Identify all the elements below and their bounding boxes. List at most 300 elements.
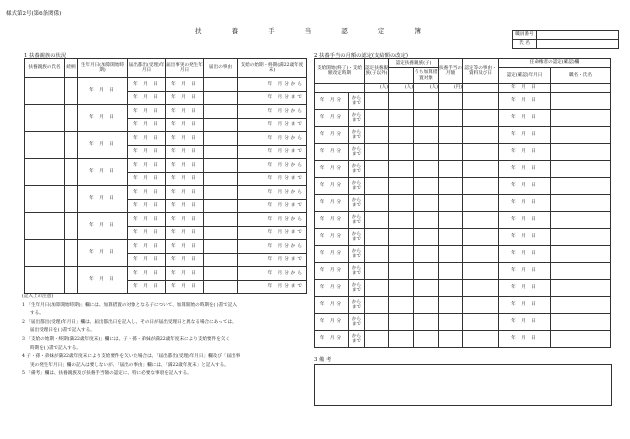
dependent-name-cell[interactable]: [25, 159, 65, 186]
relation-cell[interactable]: [65, 105, 78, 132]
allowance-row: [315, 246, 611, 263]
affirm-cell[interactable]: [463, 314, 499, 331]
from-to-cell: [349, 178, 365, 195]
count-b-sub-cell[interactable]: [414, 93, 439, 110]
filed-date-cell[interactable]: 年 月 日: [128, 91, 166, 105]
amount-cell[interactable]: [439, 331, 463, 348]
from-to-cell: [349, 297, 365, 314]
count-b-sub-cell[interactable]: [414, 127, 439, 144]
from-to-cell: [349, 110, 365, 127]
count-a-cell[interactable]: [365, 314, 389, 331]
period-end-cell[interactable]: 年 月分まで: [238, 280, 307, 294]
month-cell[interactable]: 年 月分: [315, 314, 349, 331]
month-cell[interactable]: 年 月分: [315, 161, 349, 178]
note-line: 4 子・孫・弟妹が満22歳年度末により支給要件を欠いた場合は、「届出都出(受理)年月日」欄及び「届出事: [22, 354, 241, 360]
event-date-cell[interactable]: 年 月 日: [166, 145, 204, 159]
amount-cell[interactable]: [439, 93, 463, 110]
from-to-cell: [349, 246, 365, 263]
from-to-cell: [349, 127, 365, 144]
dependent-name-cell[interactable]: [25, 78, 65, 105]
count-a-cell[interactable]: [365, 127, 389, 144]
event-date-cell[interactable]: 年 月 日: [166, 199, 204, 213]
reason-cell[interactable]: [204, 240, 238, 254]
dependents-table: [24, 58, 307, 294]
amount-cell[interactable]: [439, 246, 463, 263]
dependent-row: [25, 132, 307, 146]
filed-date-cell[interactable]: 年 月 日: [128, 159, 166, 173]
period-start-cell[interactable]: 年 月分から: [238, 105, 307, 119]
month-cell[interactable]: 年 月分: [315, 246, 349, 263]
approve-date-cell[interactable]: 年 月 日: [499, 178, 551, 195]
approve-date-cell[interactable]: 年 月 日: [499, 212, 551, 229]
from-label: から: [351, 317, 362, 322]
allowance-row: [315, 161, 611, 178]
affirm-cell[interactable]: [463, 93, 499, 110]
amount-cell[interactable]: [439, 212, 463, 229]
reason-cell[interactable]: [204, 280, 238, 294]
period-start-cell[interactable]: 年 月分から: [238, 267, 307, 281]
affirm-cell[interactable]: [463, 144, 499, 161]
count-a-cell[interactable]: [365, 161, 389, 178]
filed-date-cell[interactable]: 年 月 日: [128, 172, 166, 186]
header-amount: 扶養手当の月額: [439, 59, 463, 84]
approve-date-cell[interactable]: 年 月 日: [499, 110, 551, 127]
section1-heading: 1 扶養親族の状況: [24, 53, 67, 59]
reason-cell[interactable]: [204, 132, 238, 146]
from-label: から: [351, 181, 362, 186]
seal-cell[interactable]: [551, 127, 611, 144]
count-a-cell[interactable]: [365, 178, 389, 195]
allowance-row: [315, 314, 611, 331]
unit-cell: [551, 84, 611, 93]
event-date-cell[interactable]: 年 月 日: [166, 91, 204, 105]
employee-number-label: 職員番号: [513, 31, 537, 40]
approve-date-cell[interactable]: 年 月 日: [499, 297, 551, 314]
amount-cell[interactable]: [439, 161, 463, 178]
units-row: [315, 84, 611, 93]
amount-cell[interactable]: [439, 178, 463, 195]
count-a-cell[interactable]: [365, 229, 389, 246]
count-b-cell[interactable]: [389, 110, 414, 127]
to-label: まで: [351, 135, 362, 140]
header-period: 支給の始期・終期(満22歳年度末): [238, 59, 307, 78]
amount-cell[interactable]: [439, 144, 463, 161]
dependent-name-cell[interactable]: [25, 240, 65, 267]
note-line: 時期を( )書で記入する。: [30, 345, 81, 351]
count-b-sub-cell[interactable]: [414, 144, 439, 161]
from-label: から: [351, 198, 362, 203]
approve-date-cell[interactable]: 年 月 日: [499, 229, 551, 246]
event-date-cell[interactable]: 年 月 日: [166, 132, 204, 146]
period-end-cell[interactable]: 年 月分まで: [238, 199, 307, 213]
unit-cell: (人): [365, 84, 389, 93]
event-date-cell[interactable]: 年 月 日: [166, 78, 204, 92]
affirm-cell[interactable]: [463, 195, 499, 212]
from-label: から: [351, 300, 362, 305]
to-label: まで: [351, 305, 362, 310]
amount-cell[interactable]: [439, 195, 463, 212]
event-date-cell[interactable]: 年 月 日: [166, 118, 204, 132]
seal-cell[interactable]: [551, 161, 611, 178]
name-field[interactable]: [537, 40, 619, 49]
birth-date-cell[interactable]: 年 月 日: [78, 213, 128, 240]
count-b-sub-cell[interactable]: [414, 178, 439, 195]
period-end-cell[interactable]: 年 月分まで: [238, 118, 307, 132]
filed-date-cell[interactable]: 年 月 日: [128, 240, 166, 254]
from-to-cell: [349, 93, 365, 110]
affirm-cell[interactable]: [463, 127, 499, 144]
approve-date-cell[interactable]: 年 月 日: [499, 144, 551, 161]
note-line: 1 「生年月日(加算開始時期)」欄には、加算措置の対象となる子について、加算開始の時期を( )書で記入: [22, 302, 237, 308]
month-cell[interactable]: 年 月分: [315, 127, 349, 144]
count-a-cell[interactable]: [365, 110, 389, 127]
count-a-cell[interactable]: [365, 195, 389, 212]
reason-cell[interactable]: [204, 145, 238, 159]
period-start-cell[interactable]: 年 月分から: [238, 186, 307, 200]
approve-date-cell[interactable]: 年 月 日: [499, 195, 551, 212]
relation-cell[interactable]: [65, 267, 78, 294]
seal-cell[interactable]: [551, 297, 611, 314]
amount-cell[interactable]: [439, 127, 463, 144]
reason-cell[interactable]: [204, 78, 238, 92]
reason-cell[interactable]: [204, 186, 238, 200]
approve-date-cell[interactable]: 年 月 日: [499, 331, 551, 348]
count-b-cell[interactable]: [389, 212, 414, 229]
header-count-a: 認定扶養親族(子以外): [365, 59, 389, 84]
reason-cell[interactable]: [204, 105, 238, 119]
amount-cell[interactable]: [439, 110, 463, 127]
birth-date-cell[interactable]: 年 月 日: [78, 240, 128, 267]
month-cell[interactable]: 年 月分: [315, 297, 349, 314]
reason-cell[interactable]: [204, 253, 238, 267]
amount-cell[interactable]: [439, 229, 463, 246]
period-start-cell[interactable]: 年 月分から: [238, 213, 307, 227]
seal-cell[interactable]: [551, 144, 611, 161]
reason-cell[interactable]: [204, 267, 238, 281]
from-label: から: [351, 266, 362, 271]
dependent-name-cell[interactable]: [25, 213, 65, 240]
filed-date-cell[interactable]: 年 月 日: [128, 78, 166, 92]
birth-date-cell[interactable]: 年 月 日: [78, 132, 128, 159]
period-start-cell[interactable]: 年 月分から: [238, 132, 307, 146]
unit-cell: (人): [414, 84, 439, 93]
period-start-cell[interactable]: 年 月分から: [238, 78, 307, 92]
count-b-sub-cell[interactable]: [414, 280, 439, 297]
count-b-sub-cell[interactable]: [414, 229, 439, 246]
dependent-row: [25, 240, 307, 254]
relation-cell[interactable]: [65, 213, 78, 240]
affirm-cell[interactable]: [463, 280, 499, 297]
affirm-cell[interactable]: [463, 246, 499, 263]
month-cell[interactable]: 年 月分: [315, 331, 349, 348]
count-a-cell[interactable]: [365, 263, 389, 280]
unit-cell: (人): [389, 84, 414, 93]
header-count-b-all: [389, 68, 414, 84]
count-b-cell[interactable]: [389, 297, 414, 314]
event-date-cell[interactable]: 年 月 日: [166, 172, 204, 186]
reason-cell[interactable]: [204, 159, 238, 173]
dependent-name-cell[interactable]: [25, 132, 65, 159]
affirm-cell[interactable]: [463, 297, 499, 314]
approve-date-cell[interactable]: 年 月 日: [499, 161, 551, 178]
approve-date-cell[interactable]: 年 月 日: [499, 127, 551, 144]
event-date-cell[interactable]: 年 月 日: [166, 105, 204, 119]
relation-cell[interactable]: [65, 186, 78, 213]
from-label: から: [351, 130, 362, 135]
approve-date-cell[interactable]: 年 月 日: [499, 246, 551, 263]
count-b-cell[interactable]: [389, 161, 414, 178]
dependent-name-cell[interactable]: [25, 105, 65, 132]
period-start-cell[interactable]: 年 月分から: [238, 159, 307, 173]
count-b-cell[interactable]: [389, 246, 414, 263]
count-b-cell[interactable]: [389, 314, 414, 331]
from-to-cell: [349, 263, 365, 280]
dependent-row: [25, 105, 307, 119]
dependent-row: [25, 213, 307, 227]
month-cell[interactable]: 年 月分: [315, 195, 349, 212]
count-b-cell[interactable]: [389, 229, 414, 246]
count-a-cell[interactable]: [365, 280, 389, 297]
from-to-cell: [349, 144, 365, 161]
from-to-cell: [349, 280, 365, 297]
seal-cell[interactable]: [551, 178, 611, 195]
month-cell[interactable]: 年 月分: [315, 178, 349, 195]
reason-cell[interactable]: [204, 118, 238, 132]
month-cell[interactable]: 年 月分: [315, 212, 349, 229]
month-cell[interactable]: 年 月分: [315, 263, 349, 280]
dependent-row: [25, 267, 307, 281]
filed-date-cell[interactable]: 年 月 日: [128, 226, 166, 240]
period-end-cell[interactable]: 年 月分まで: [238, 91, 307, 105]
allowance-row: [315, 331, 611, 348]
amount-cell[interactable]: [439, 263, 463, 280]
reason-cell[interactable]: [204, 199, 238, 213]
event-date-cell[interactable]: 年 月 日: [166, 213, 204, 227]
relation-cell[interactable]: [65, 240, 78, 267]
event-date-cell[interactable]: 年 月 日: [166, 226, 204, 240]
count-b-sub-cell[interactable]: [414, 297, 439, 314]
to-label: まで: [351, 237, 362, 242]
to-label: まで: [351, 271, 362, 276]
birth-date-cell[interactable]: 年 月 日: [78, 105, 128, 132]
dependent-row: [25, 186, 307, 200]
amount-cell[interactable]: [439, 314, 463, 331]
from-label: から: [351, 232, 362, 237]
header-affirm: 認定等の事由・資料及び日: [463, 59, 499, 84]
header-reason: 届出の事由: [204, 59, 238, 78]
count-b-sub-cell[interactable]: [414, 263, 439, 280]
filed-date-cell[interactable]: 年 月 日: [128, 145, 166, 159]
from-to-cell: [349, 212, 365, 229]
count-b-cell[interactable]: [389, 127, 414, 144]
employee-id-box: [512, 30, 619, 49]
month-cell[interactable]: 年 月分: [315, 110, 349, 127]
affirm-cell[interactable]: [463, 161, 499, 178]
to-label: まで: [351, 254, 362, 259]
header-seal: 職名・氏名: [551, 68, 611, 84]
allowance-row: [315, 212, 611, 229]
count-b-sub-cell[interactable]: [414, 331, 439, 348]
from-label: から: [351, 283, 362, 288]
allowance-table: [314, 58, 611, 348]
month-cell[interactable]: 年 月分: [315, 144, 349, 161]
month-cell[interactable]: 年 月分: [315, 229, 349, 246]
count-b-sub-cell[interactable]: [414, 195, 439, 212]
seal-cell[interactable]: [551, 93, 611, 110]
dependent-name-cell[interactable]: [25, 186, 65, 213]
event-date-cell[interactable]: 年 月 日: [166, 267, 204, 281]
header-event: 届出事実の発生年月日: [166, 59, 204, 78]
count-b-cell[interactable]: [389, 195, 414, 212]
reason-cell[interactable]: [204, 172, 238, 186]
amount-cell[interactable]: [439, 280, 463, 297]
count-a-cell[interactable]: [365, 297, 389, 314]
approve-date-cell[interactable]: 年 月 日: [499, 263, 551, 280]
period-end-cell[interactable]: 年 月分まで: [238, 172, 307, 186]
count-b-cell[interactable]: [389, 144, 414, 161]
allowance-row: [315, 127, 611, 144]
period-end-cell[interactable]: 年 月分まで: [238, 145, 307, 159]
approve-date-cell[interactable]: 年 月 日: [499, 314, 551, 331]
relation-cell[interactable]: [65, 132, 78, 159]
event-date-cell[interactable]: 年 月 日: [166, 159, 204, 173]
filed-date-cell[interactable]: 年 月 日: [128, 213, 166, 227]
from-label: から: [351, 164, 362, 169]
from-label: から: [351, 147, 362, 152]
allowance-row: [315, 93, 611, 110]
seal-cell[interactable]: [551, 263, 611, 280]
allowance-row: [315, 229, 611, 246]
event-date-cell[interactable]: 年 月 日: [166, 186, 204, 200]
month-cell[interactable]: 年 月分: [315, 93, 349, 110]
remarks-field[interactable]: [314, 364, 612, 406]
count-b-cell[interactable]: [389, 93, 414, 110]
allowance-row: [315, 280, 611, 297]
to-label: まで: [351, 101, 362, 106]
count-a-cell[interactable]: [365, 144, 389, 161]
event-date-cell[interactable]: 年 月 日: [166, 280, 204, 294]
unit-cell: (円): [439, 84, 463, 93]
birth-date-cell[interactable]: 年 月 日: [78, 78, 128, 105]
period-start-cell[interactable]: 年 月分から: [238, 240, 307, 254]
filed-date-cell[interactable]: 年 月 日: [128, 253, 166, 267]
filed-date-cell[interactable]: 年 月 日: [128, 280, 166, 294]
employee-number-field[interactable]: [537, 31, 619, 40]
count-a-cell[interactable]: [365, 93, 389, 110]
from-label: から: [351, 113, 362, 118]
count-a-cell[interactable]: [365, 331, 389, 348]
header-name: 扶養親族の氏名: [25, 59, 65, 78]
filed-date-cell[interactable]: 年 月 日: [128, 132, 166, 146]
from-to-cell: [349, 314, 365, 331]
seal-cell[interactable]: [551, 246, 611, 263]
relation-cell[interactable]: [65, 159, 78, 186]
from-to-cell: [349, 161, 365, 178]
to-label: まで: [351, 169, 362, 174]
approve-date-cell[interactable]: 年 月 日: [499, 93, 551, 110]
reason-cell[interactable]: [204, 91, 238, 105]
affirm-cell[interactable]: [463, 178, 499, 195]
header-relation: 続柄: [65, 59, 78, 78]
from-label: から: [351, 96, 362, 101]
filed-date-cell[interactable]: 年 月 日: [128, 105, 166, 119]
seal-cell[interactable]: [551, 280, 611, 297]
month-cell[interactable]: 年 月分: [315, 280, 349, 297]
section2-heading: 2 扶養手当の月額の認定(支給額の改定): [314, 53, 408, 59]
from-to-cell: [349, 331, 365, 348]
affirm-cell[interactable]: [463, 229, 499, 246]
reason-cell[interactable]: [204, 226, 238, 240]
affirm-cell[interactable]: [463, 212, 499, 229]
affirm-cell[interactable]: [463, 263, 499, 280]
filed-date-cell[interactable]: 年 月 日: [128, 118, 166, 132]
count-b-cell[interactable]: [389, 331, 414, 348]
seal-cell[interactable]: [551, 110, 611, 127]
unit-cell: [463, 84, 499, 93]
approve-date-cell[interactable]: 年 月 日: [499, 280, 551, 297]
dependent-name-cell[interactable]: [25, 267, 65, 294]
note-line: する。: [30, 311, 44, 317]
header-birth: 生年月日(加算開始時期): [78, 59, 128, 78]
amount-cell[interactable]: [439, 297, 463, 314]
seal-cell[interactable]: [551, 314, 611, 331]
header-period2: 支給開始(終了)・支給額改定時期: [315, 59, 365, 84]
allowance-row: [315, 110, 611, 127]
filed-date-cell[interactable]: 年 月 日: [128, 186, 166, 200]
to-label: まで: [351, 186, 362, 191]
seal-cell[interactable]: [551, 331, 611, 348]
relation-cell[interactable]: [65, 78, 78, 105]
form-number: 様式第2号(第6条関係): [6, 11, 62, 17]
affirm-cell[interactable]: [463, 331, 499, 348]
seal-cell[interactable]: [551, 212, 611, 229]
section3-heading: 3 備 考: [314, 357, 332, 363]
count-b-sub-cell[interactable]: [414, 212, 439, 229]
to-label: まで: [351, 152, 362, 157]
count-b-sub-cell[interactable]: [414, 314, 439, 331]
count-b-sub-cell[interactable]: [414, 161, 439, 178]
name-label: 氏 名: [513, 40, 537, 49]
count-b-sub-cell[interactable]: [414, 110, 439, 127]
to-label: まで: [351, 220, 362, 225]
birth-date-cell[interactable]: 年 月 日: [78, 186, 128, 213]
filed-date-cell[interactable]: 年 月 日: [128, 267, 166, 281]
count-a-cell[interactable]: [365, 246, 389, 263]
seal-cell[interactable]: [551, 195, 611, 212]
filed-date-cell[interactable]: 年 月 日: [128, 199, 166, 213]
seal-cell[interactable]: [551, 229, 611, 246]
count-b-cell[interactable]: [389, 178, 414, 195]
affirm-cell[interactable]: [463, 110, 499, 127]
event-date-cell[interactable]: 年 月 日: [166, 253, 204, 267]
count-b-cell[interactable]: [389, 263, 414, 280]
note-line: 3 「支給の始期・終期(満22歳年度末)」欄には、子・孫・弟妹が満22歳年度末により支給要件を欠く: [22, 336, 231, 342]
to-label: まで: [351, 339, 362, 344]
period-end-cell[interactable]: 年 月分まで: [238, 226, 307, 240]
reason-cell[interactable]: [204, 213, 238, 227]
unit-cell: 年 月 日: [499, 84, 551, 93]
page-title: 扶 養 手 当 認 定 簿: [195, 27, 435, 35]
count-b-sub-cell[interactable]: [414, 246, 439, 263]
period-end-cell[interactable]: 年 月分まで: [238, 253, 307, 267]
count-a-cell[interactable]: [365, 212, 389, 229]
header-count-b-sub: うち加算措置対象: [414, 68, 439, 84]
event-date-cell[interactable]: 年 月 日: [166, 240, 204, 254]
dependent-row: [25, 159, 307, 173]
birth-date-cell[interactable]: 年 月 日: [78, 267, 128, 294]
count-b-cell[interactable]: [389, 280, 414, 297]
birth-date-cell[interactable]: 年 月 日: [78, 159, 128, 186]
